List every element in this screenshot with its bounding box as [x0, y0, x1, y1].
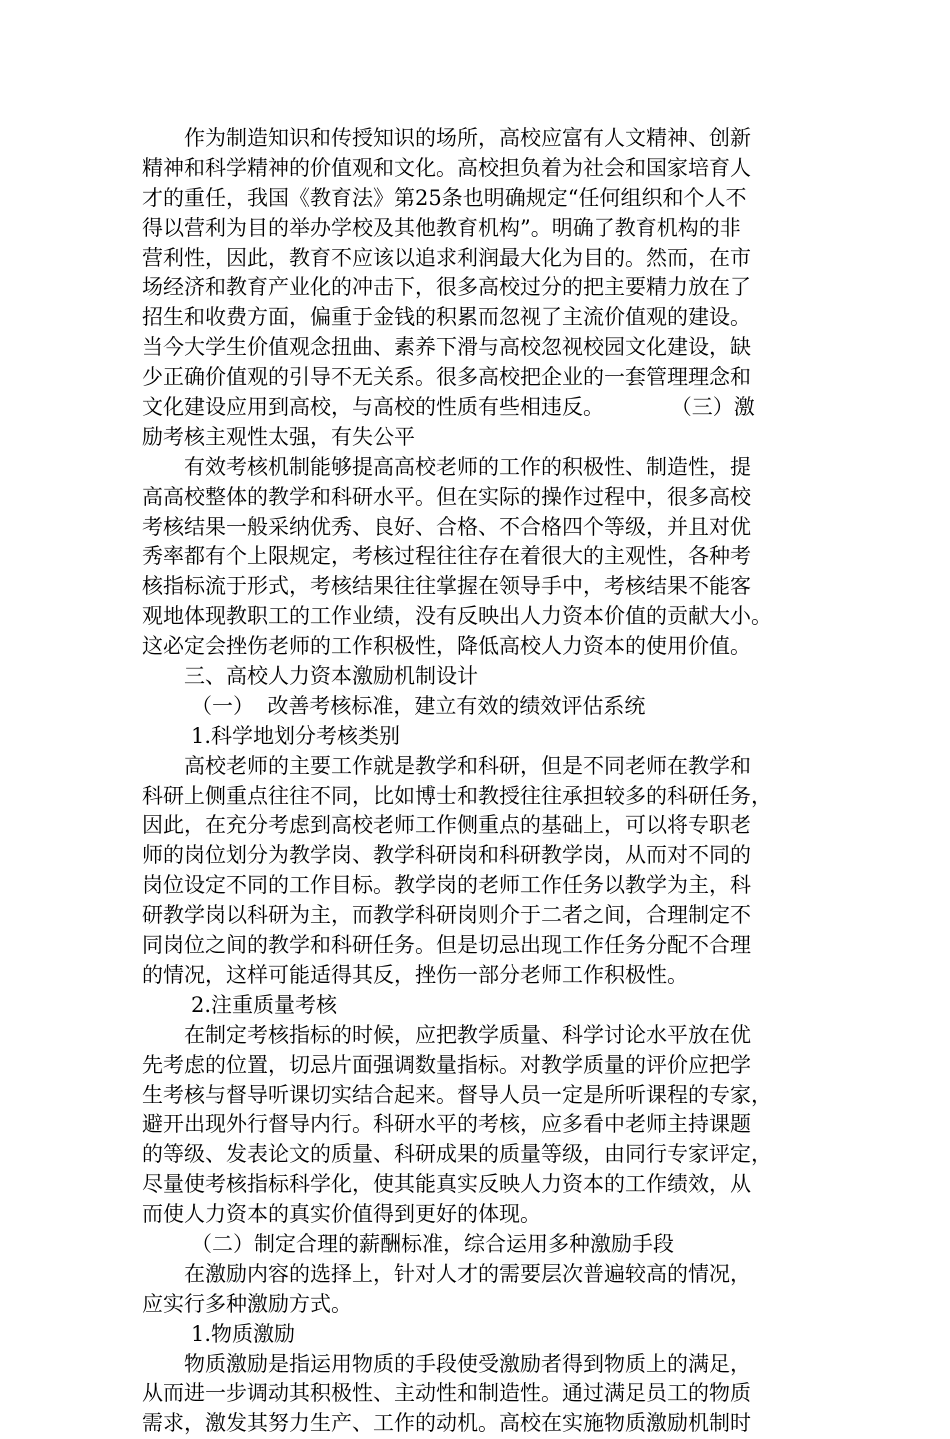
text-line: 观地体现教职工的工作业绩，没有反映出人力资本价值的贡献大小。	[142, 604, 772, 629]
text-line: 有效考核机制能够提高高校老师的工作的积极性、制造性，提	[184, 454, 751, 479]
text-line: 核指标流于形式，考核结果往往掌握在领导手中，考核结果不能客	[142, 574, 751, 599]
item-heading: 2.注重质量考核	[191, 992, 338, 1017]
item-heading: 1.科学地划分考核类别	[191, 723, 401, 748]
text-line: 秀率都有个上限规定，考核过程往往存在着很大的主观性，各种考	[142, 544, 751, 569]
text-line: 而使人力资本的真实价值得到更好的体现。	[142, 1202, 541, 1227]
text-line: 生考核与督导听课切实结合起来。督导人员一定是所听课程的专家，	[142, 1082, 772, 1107]
text-line: 从而进一步调动其积极性、主动性和制造性。通过满足员工的物质	[142, 1381, 751, 1406]
section-heading: 三、高校人力资本激励机制设计	[184, 664, 478, 689]
text-line: 研教学岗以科研为主，而教学科研岗则介于二者之间，合理制定不	[142, 903, 751, 928]
text-line: 得以营利为目的举办学校及其他教育机构”。明确了教育机构的非	[142, 215, 741, 240]
text-line: 文化建设应用到高校，与高校的性质有些相违反。 （三）激	[142, 395, 755, 420]
item-heading: 1.物质激励	[191, 1321, 296, 1346]
text-line: 岗位设定不同的工作目标。教学岗的老师工作任务以教学为主，科	[142, 873, 751, 898]
subsection-heading: （一） 改善考核标准，建立有效的绩效评估系统	[191, 693, 646, 718]
text-line: 营利性，因此，教育不应该以追求利润最大化为目的。然而，在市	[142, 245, 751, 270]
text-line: 高高校整体的教学和科研水平。但在实际的操作过程中，很多高校	[142, 484, 751, 509]
text-line: 精神和科学精神的价值观和文化。高校担负着为社会和国家培育人	[142, 155, 751, 180]
text-line: 考核结果一般采纳优秀、良好、合格、不合格四个等级，并且对优	[142, 514, 751, 539]
text-line: 的情况，这样可能适得其反，挫伤一部分老师工作积极性。	[142, 962, 688, 987]
text-line: 因此，在充分考虑到高校老师工作侧重点的基础上，可以将专职老	[142, 813, 751, 838]
text-line: 的等级、发表论文的质量、科研成果的质量等级，由同行专家评定，	[142, 1142, 772, 1167]
text-line: 场经济和教育产业化的冲击下，很多高校过分的把主要精力放在了	[142, 275, 751, 300]
text-line: 励考核主观性太强，有失公平	[142, 424, 415, 449]
subsection-heading: （二）制定合理的薪酬标准，综合运用多种激励手段	[191, 1231, 674, 1256]
text-line: 先考虑的位置，切忌片面强调数量指标。对教学质量的评价应把学	[142, 1052, 751, 1077]
text-line: 物质激励是指运用物质的手段使受激励者得到物质上的满足，	[184, 1351, 751, 1376]
text-line: 才的重任，我国《教育法》第25条也明确规定“任何组织和个人不	[142, 185, 747, 210]
text-line: 需求，激发其努力生产、工作的动机。高校在实施物质激励机制时	[142, 1411, 751, 1436]
text-line: 在制定考核指标的时候，应把教学质量、科学讨论水平放在优	[184, 1022, 751, 1047]
text-line: 应实行多种激励方式。	[142, 1291, 352, 1316]
text-line: 在激励内容的选择上，针对人才的需要层次普遍较高的情况，	[184, 1261, 751, 1286]
text-line: 同岗位之间的教学和科研任务。但是切忌出现工作任务分配不合理	[142, 933, 751, 958]
text-line: 作为制造知识和传授知识的场所，高校应富有人文精神、创新	[184, 126, 751, 150]
text-line: 科研上侧重点往往不同，比如博士和教授往往承担较多的科研任务，	[142, 783, 772, 808]
text-line: 招生和收费方面，偏重于金钱的积累而忽视了主流价值观的建设。	[142, 305, 751, 330]
text-line: 高校老师的主要工作就是教学和科研，但是不同老师在教学和	[184, 753, 751, 778]
text-line: 少正确价值观的引导不无关系。很多高校把企业的一套管理理念和	[142, 365, 751, 390]
text-line: 避开出现外行督导内行。科研水平的考核，应多看中老师主持课题	[142, 1112, 751, 1137]
text-line: 当今大学生价值观念扭曲、素养下滑与高校忽视校园文化建设，缺	[142, 335, 751, 360]
text-line: 师的岗位划分为教学岗、教学科研岗和科研教学岗，从而对不同的	[142, 843, 751, 868]
text-line: 这必定会挫伤老师的工作积极性，降低高校人力资本的使用价值。	[142, 634, 751, 659]
document-body	[142, 124, 812, 1439]
text-line: 尽量使考核指标科学化，使其能真实反映人力资本的工作绩效，从	[142, 1172, 751, 1197]
